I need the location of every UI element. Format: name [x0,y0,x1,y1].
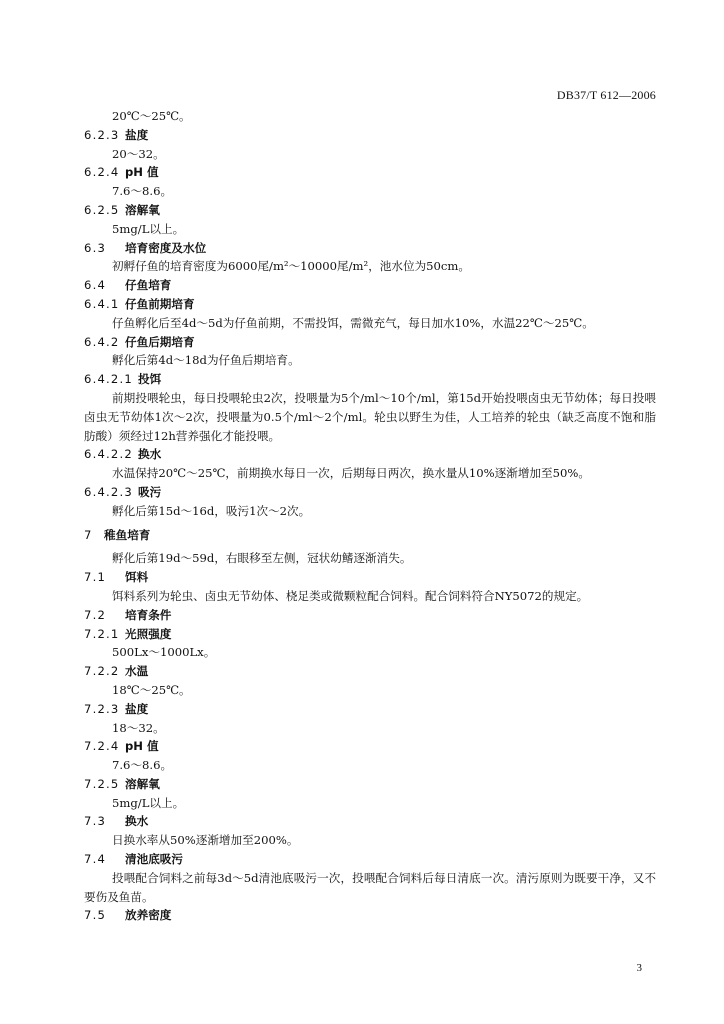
section-heading-7-2 [84,606,656,625]
section-number: 6.2.4 [84,165,120,180]
section-title: 培育条件 [125,607,172,622]
section-number: 7.2.4 [84,739,120,754]
body-text: 18℃～25℃。 [112,682,191,697]
section-heading-7-1 [84,568,656,587]
section-number: 6.4.2 [84,334,120,349]
section-title: 换水 [125,814,149,829]
section-heading-6-2-4 [84,163,656,182]
section-number: 6.3 [84,240,107,255]
section-number: 7.5 [84,908,107,923]
section-number: 7.2.3 [84,701,120,716]
section-title: 溶解氧 [125,202,160,217]
section-heading-7-2-4 [84,737,656,756]
section-number: 6.2.3 [84,127,120,142]
section-number: 7.2 [84,607,107,622]
body-text: 孵化后第15d～16d，吸污1次～2次。 [112,503,311,518]
section-number: 6.2.5 [84,202,120,217]
section-number: 7.2.5 [84,776,120,791]
section-title: 光照强度 [125,626,172,641]
body-text: 初孵仔鱼的培育密度为6000尾/m²～10000尾/m²，池水位为50cm。 [112,259,471,274]
body-text: 孵化后第19d～59d，右眼移至左侧，冠状幼鳍逐渐消失。 [112,551,412,566]
page-body [84,107,656,925]
section-heading-7-2-3 [84,700,656,719]
section-heading-7-2-5 [84,775,656,794]
body-paragraph: 投喂配合饲料之前每3d～5d清池底吸污一次，投喂配合饲料后每日清底一次。清污原则为既要干净，又不要伤及鱼苗。 [84,870,656,904]
section-heading-7-5 [84,906,656,925]
section-heading-6-2-5 [84,201,656,220]
section-number: 6.4.2.1 [84,372,133,387]
section-title: pH 值 [125,165,159,180]
section-title: 吸污 [138,484,162,499]
section-title: 饵料 [125,570,149,585]
section-title: 仔鱼后期培育 [125,334,195,349]
section-title: 清池底吸污 [125,852,183,867]
body-text: 7.6～8.6。 [112,758,173,773]
section-number: 7.4 [84,852,107,867]
section-title: 投饵 [138,372,162,387]
section-heading-6-3 [84,239,656,258]
chapter-heading-7 [84,526,656,545]
section-number: 7.2.2 [84,664,120,679]
section-title: 盐度 [125,701,149,716]
section-title: 仔鱼培育 [125,278,172,293]
section-title: 培育密度及水位 [125,240,207,255]
section-heading-6-4-2-3 [84,483,656,502]
section-title: 换水 [138,447,162,462]
section-heading-6-4-2-2 [84,445,656,464]
section-heading-7-4 [84,850,656,869]
section-number: 7.1 [84,570,107,585]
section-heading-6-4 [84,276,656,295]
section-number: 7.3 [84,814,107,829]
section-title: 仔鱼前期培育 [125,296,195,311]
section-heading-6-4-2 [84,333,656,352]
body-text: 孵化后第4d～18d为仔鱼后期培育。 [112,353,300,368]
section-heading-6-4-1 [84,295,656,314]
body-text: 日换水率从50%逐渐增加至200%。 [112,833,299,848]
section-number: 7 [84,527,93,542]
section-title: 盐度 [125,127,149,142]
page-number: 3 [636,962,642,974]
section-title: 放养密度 [125,908,172,923]
section-heading-6-2-3 [84,126,656,145]
body-text: 7.6～8.6。 [112,184,173,199]
section-number: 6.4.2.3 [84,484,133,499]
body-text: 水温保持20℃～25℃，前期换水每日一次，后期每日两次，换水量从10%逐渐增加至50%。 [112,466,590,481]
body-text: 5mg/L以上。 [112,221,185,236]
section-title: pH 值 [125,739,159,754]
body-paragraph: 前期投喂轮虫，每日投喂轮虫2次，投喂量为5个/ml～10个/ml，第15d开始投喂卤虫无节幼体；每日投喂卤虫无节幼体1次～2次，投喂量为0.5个/ml～2个/ml。轮虫以野生为佳，人工培养的轮虫（缺乏高度不饱和脂肪酸）须经过12h营养强化才能投喂。 [84,390,656,443]
body-text: 500Lx～1000Lx。 [112,645,216,660]
section-number: 6.4.2.2 [84,447,133,462]
section-heading-7-2-2 [84,662,656,681]
document-code: DB37/T 612—2006 [556,88,656,102]
section-heading-7-2-1 [84,625,656,644]
body-text: 20℃～25℃。 [112,109,191,123]
body-text: 5mg/L以上。 [112,795,185,810]
body-text: 饵料系列为轮虫、卤虫无节幼体、桡足类或微颗粒配合饲料。配合饲料符合NY5072的规定。 [112,588,589,603]
section-heading-7-3 [84,812,656,831]
section-title: 溶解氧 [125,776,160,791]
section-number: 6.4 [84,278,107,293]
body-text: 20～32。 [112,146,165,161]
section-heading-6-4-2-1 [84,370,656,389]
body-text: 仔鱼孵化后至4d～5d为仔鱼前期，不需投饵，需微充气，每日加水10%，水温22℃～25℃。 [112,315,594,330]
section-title: 稚鱼培育 [104,527,151,542]
section-number: 7.2.1 [84,626,120,641]
body-text: 18～32。 [112,720,165,735]
section-title: 水温 [125,664,149,679]
section-number: 6.4.1 [84,296,120,311]
